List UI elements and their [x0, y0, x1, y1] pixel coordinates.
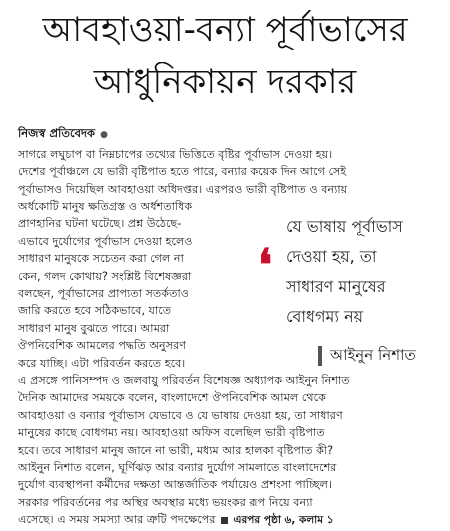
byline-dot-icon: ●	[100, 130, 108, 140]
byline-text: নিজস্ব প্রতিবেদক	[18, 126, 96, 140]
quote-mark-icon: ❛	[258, 240, 273, 291]
text-line: সাধারণ মানুষকে সচেতন করা গেল না	[18, 252, 184, 266]
continuation-square-icon	[221, 517, 228, 524]
text-line: এ প্রসঙ্গে পানিসম্পদ ও জলবায়ু পরিবর্তন বিশেষজ্ঞ অধ্যাপক আইনুন নিশাত	[18, 374, 350, 387]
text-line: জারি করতে হবে সঠিকভাবে, যাতে	[18, 304, 172, 318]
text-line: কেন, গলদ কোথায়? সংশ্লিষ্ট বিশেষজ্ঞরা	[18, 269, 192, 283]
paragraph-1-narrow	[18, 198, 250, 372]
text-line: সাধারণ মানুষ বুঝতে পারে। আমরা	[18, 321, 170, 335]
text-line: প্রাণহানির ঘটনা ঘটেছে। প্রশ্ন উঠেছে-	[18, 217, 182, 231]
text-line: বলছেন, পূর্বাভাসের প্রাপ্যতা সতর্কতাও	[18, 287, 189, 301]
text-line: দৈনিক আমাদের সময়কে বলেন, বাংলাদেশে ঔপনিবেশিক আমল থেকে	[18, 391, 326, 405]
text-line: হবে। তবে সাধারণ মানুষ জানে না ভারী, মধ্যম আর হালকা বৃষ্টিপাত কী?	[18, 443, 334, 457]
quote-line: দেওয়া হয়, তা	[286, 247, 377, 266]
quote-line: সাধারণ মানুষের	[286, 277, 386, 296]
pull-quote	[256, 210, 446, 372]
quote-line: বোধগম্য নয়	[286, 307, 364, 326]
text-line: ঔপনিবেশিক আমলের পদ্ধতি অনুসরণ	[18, 339, 187, 353]
text-line: সাগরে লঘুচাপ বা নিম্নচাপের তথ্যের ভিত্তিতে বৃষ্টির পূর্বাভাস দেওয়া হয়।	[18, 148, 333, 161]
quote-line: যে ভাষায় পূর্বাভাস	[286, 217, 403, 236]
text-line: করে যাচ্ছি। এটা পরিবর্তন করতে হবে।	[18, 356, 186, 370]
quote-text	[286, 212, 446, 332]
text-line: সরকার পরিবর্তনের পর অস্থির অবস্থার মধ্যে ভয়ংকর রূপ নিয়ে বন্যা	[18, 495, 313, 509]
paragraph-2	[18, 372, 438, 530]
paragraph-1	[18, 146, 438, 198]
last-line	[18, 511, 438, 529]
text-line: আইনুন নিশাত বলেন, ঘূর্ণিঝড় আর বন্যার দুর্যোগ সামলাতে বাংলাদেশের	[18, 461, 337, 475]
headline-line-1: আবহাওয়া-বন্যা পূর্বাভাসের	[42, 10, 408, 50]
text-line: মানুষের কাছে বোধগম্য নয়। আবহাওয়া অফিস বলেছিল ভারী বৃষ্টিপাত	[18, 426, 325, 440]
text-line: পূর্বাভাসও দিয়েছিল আবহাওয়া অধিদপ্তর। এরপরও ভারী বৃষ্টিপাত ও বন্যায়	[18, 182, 348, 196]
text-line: দুর্যোগ ব্যবস্থাপনা কর্মীদের দক্ষতা আন্তর্জাতিক পর্যায়েও প্রশংসা পাচ্ছিল।	[18, 478, 332, 492]
quote-author-rule	[318, 346, 322, 366]
text-line: এসেছে। এ সময় সমস্যা আর ত্রুটি পদক্ষেপের	[18, 513, 216, 527]
headline-line-2: আধুনিকায়ন দরকার	[93, 62, 357, 102]
continuation-link[interactable]: এরপর পৃষ্ঠা ৬, কলাম ১	[233, 514, 334, 527]
quote-author: আইনুন নিশাত	[330, 346, 416, 364]
text-line: দেশের পূর্বাঞ্চলে যে ভারী বৃষ্টিপাত হতে পারে, বন্যার কয়েক দিন আগে সেই	[18, 165, 347, 179]
byline	[18, 125, 108, 144]
text-line: আবহাওয়া ও বন্যার পূর্বাভাস যেভাবে ও যে ভাষায় দেওয়া হয়, তা সাধারণ	[18, 408, 343, 422]
text-line: অর্ধকোটি মানুষ ক্ষতিগ্রস্ত ও অর্ধশতাধিক	[18, 200, 193, 213]
text-line: এভাবে দুর্যোগের পূর্বাভাস দেওয়া হলেও	[18, 234, 193, 248]
